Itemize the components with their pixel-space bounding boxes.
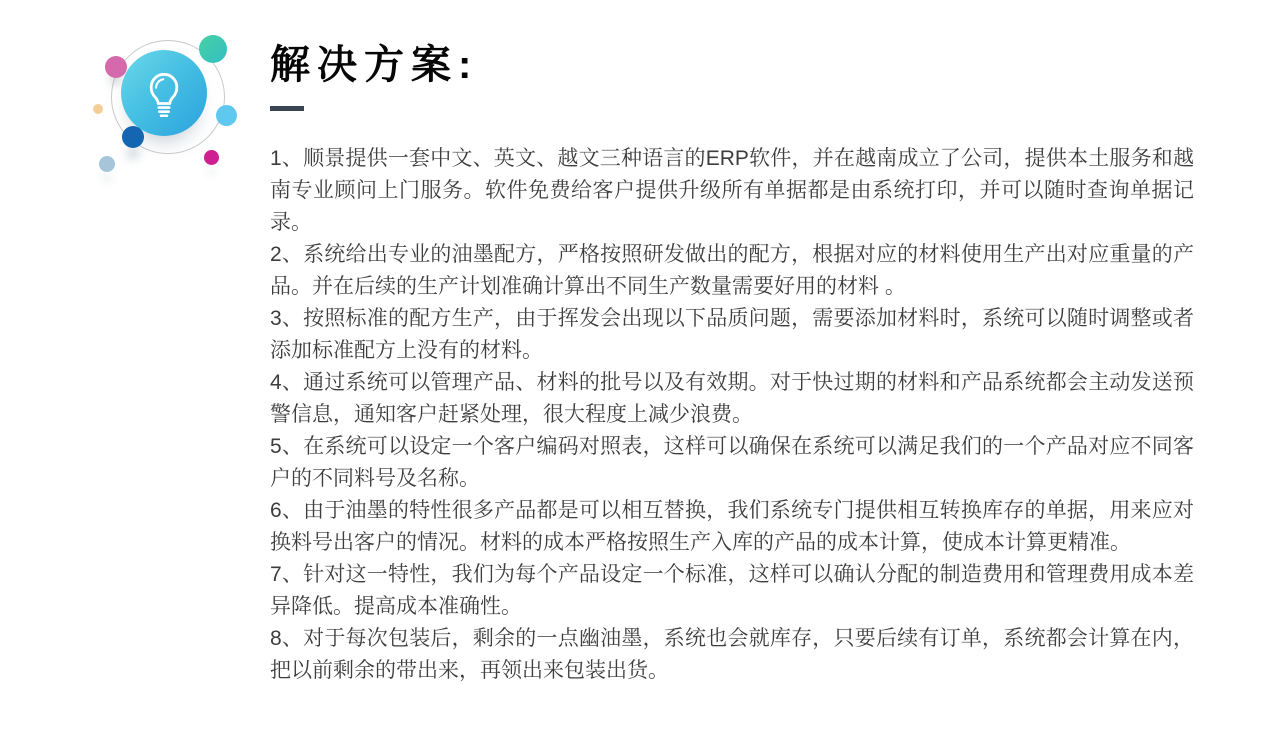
magenta-dot xyxy=(204,150,219,165)
page-title: 解决方案: xyxy=(270,43,479,87)
solution-item-4: 4、通过系统可以管理产品、材料的批号以及有效期。对于快过期的材料和产品系统都会主动发送预警信息，通知客户赶紧处理，很大程度上减少浪费。 xyxy=(270,371,1194,426)
title-underline xyxy=(270,106,304,111)
solution-item-5: 5、在系统可以设定一个客户编码对照表，这样可以确保在系统可以满足我们的一个产品对应不同客户的不同料号及名称。 xyxy=(270,435,1194,490)
lightbulb-icon xyxy=(136,65,192,121)
yellow-dot xyxy=(93,104,103,114)
teal-dot xyxy=(199,35,227,63)
solution-item-3: 3、按照标准的配方生产，由于挥发会出现以下品质问题，需要添加材料时，系统可以随时调整或者添加标准配方上没有的材料。 xyxy=(270,307,1194,362)
darkblue-dot xyxy=(122,126,144,148)
lightblue-dot xyxy=(216,105,237,126)
solution-item-2: 2、系统给出专业的油墨配方，严格按照研发做出的配方，根据对应的材料使用生产出对应重量的产品。并在后续的生产计划准确计算出不同生产数量需要好用的材料 。 xyxy=(270,243,1194,298)
solution-item-7: 7、针对这一特性，我们为每个产品设定一个标准，这样可以确认分配的制造费用和管理费用成本差异降低。提高成本准确性。 xyxy=(270,563,1194,618)
lightbulb-badge xyxy=(121,50,207,136)
grayblue-dot xyxy=(99,156,115,172)
solution-list xyxy=(270,143,1194,687)
solution-item-6: 6、由于油墨的特性很多产品都是可以相互替换，我们系统专门提供相互转换库存的单据，用来应对换料号出客户的情况。材料的成本严格按照生产入库的产品的成本计算，使成本计算更精准。 xyxy=(270,499,1194,554)
solution-item-8: 8、对于每次包装后，剩余的一点幽油墨，系统也会就库存，只要后续有订单，系统都会计算在内，把以前剩余的带出来，再领出来包装出货。 xyxy=(270,627,1194,682)
solution-item-1: 1、顺景提供一套中文、英文、越文三种语言的ERP软件，并在越南成立了公司，提供本土服务和越南专业顾问上门服务。软件免费给客户提供升级所有单据都是由系统打印，并可以随时查询单据记录。 xyxy=(270,147,1194,234)
lightbulb-decoration xyxy=(0,0,260,200)
